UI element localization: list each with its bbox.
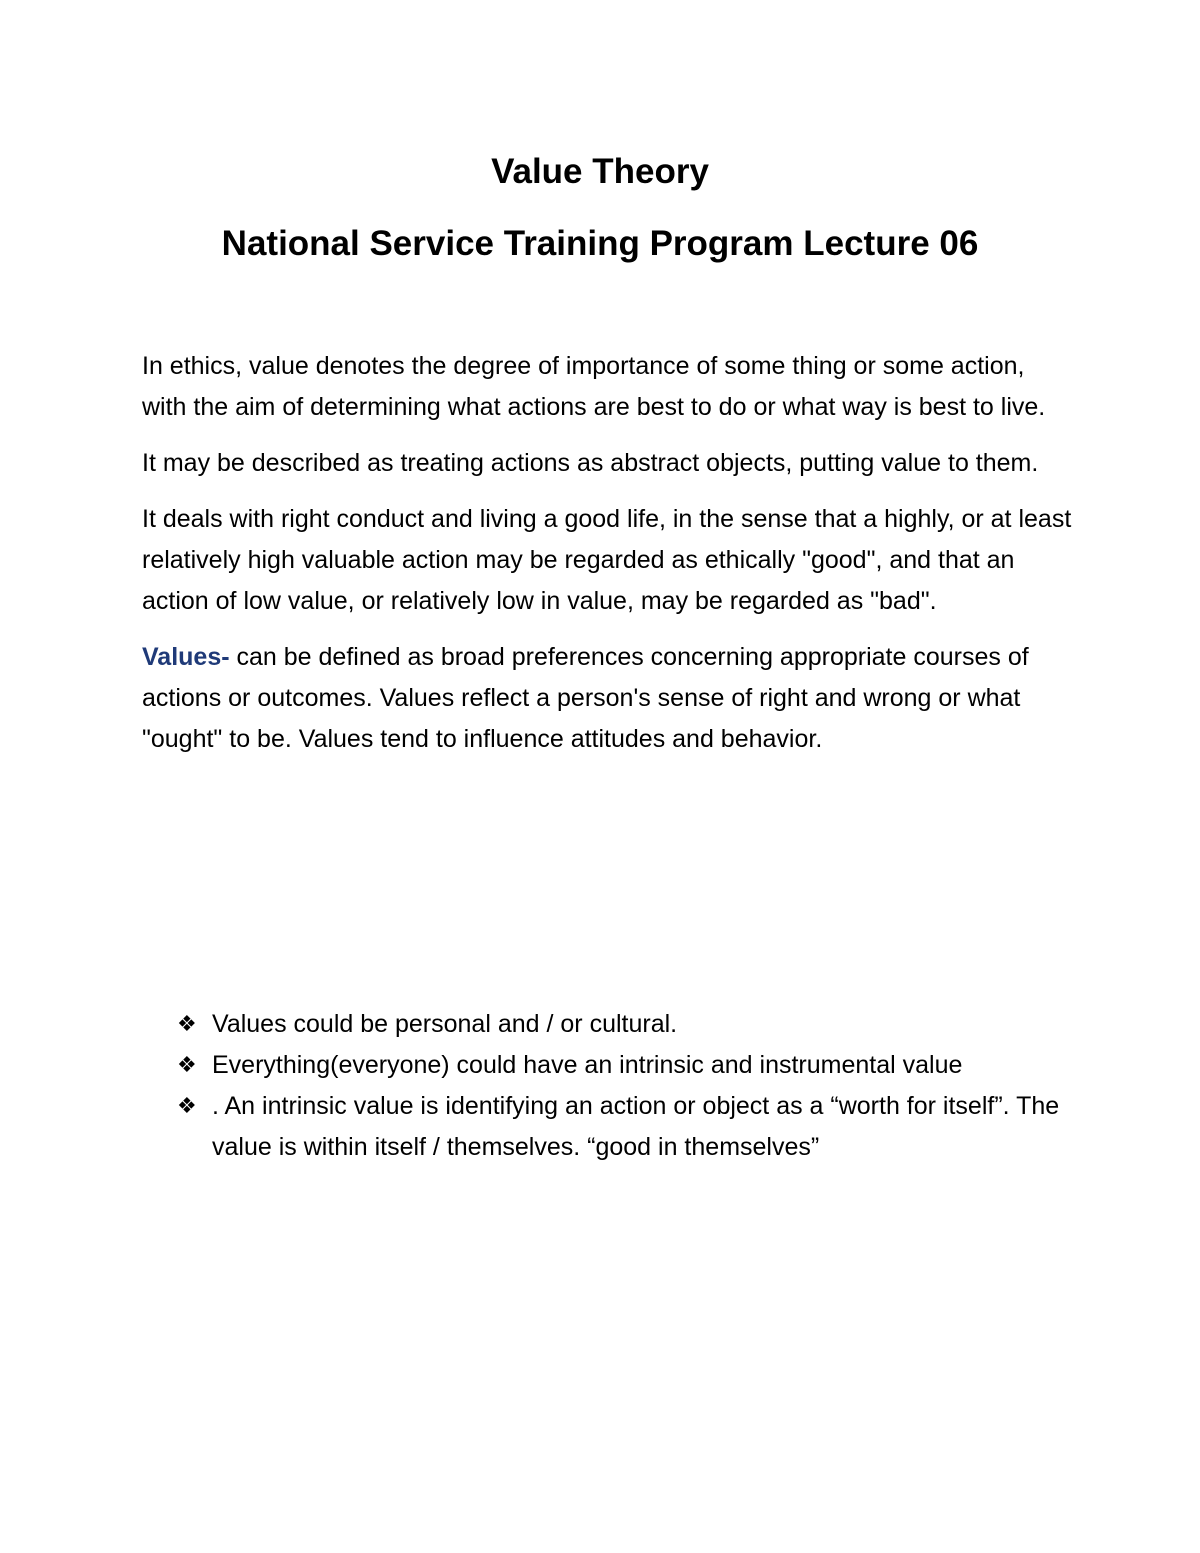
list-item — [177, 1045, 1072, 1086]
diamond-bullet-icon: ❖ — [177, 1053, 197, 1078]
document-body — [142, 346, 1072, 775]
list-item — [177, 1086, 1072, 1168]
values-definition-text: can be defined as broad preferences concerning appropriate courses of actions or outcomes. Values reflect a person's sense of right and wrong or what "ought" to be. Values tend to influence attitudes and behavior. — [142, 643, 1029, 753]
bullet-text: Values could be personal and / or cultural. — [212, 1010, 678, 1038]
document-subtitle: National Service Training Program Lecture 06 — [221, 224, 979, 263]
document-title: Value Theory — [491, 152, 709, 191]
values-term: Values- — [142, 643, 230, 671]
paragraph-abstract-objects: It may be described as treating actions as abstract objects, putting value to them. — [142, 449, 1039, 477]
diamond-bullet-icon: ❖ — [177, 1094, 197, 1119]
paragraph-values-definition — [142, 637, 1072, 760]
bullet-list — [177, 1004, 1072, 1168]
bullet-text: Everything(everyone) could have an intrinsic and instrumental value — [212, 1051, 963, 1079]
bullet-text: . An intrinsic value is identifying an action or object as a “worth for itself”. The value is within itself / themselves. “good in themselves” — [212, 1092, 1060, 1161]
diamond-bullet-icon: ❖ — [177, 1012, 197, 1037]
list-item — [177, 1004, 1072, 1045]
paragraph-ethics: In ethics, value denotes the degree of importance of some thing or some action, with the aim of determining what actions are best to do or what way is best to live. — [142, 352, 1046, 421]
paragraph-right-conduct: It deals with right conduct and living a good life, in the sense that a highly, or at least relatively high valuable action may be regarded as ethically "good", and that an action of low value, or relatively low in value, may be regarded as "bad". — [142, 505, 1072, 615]
